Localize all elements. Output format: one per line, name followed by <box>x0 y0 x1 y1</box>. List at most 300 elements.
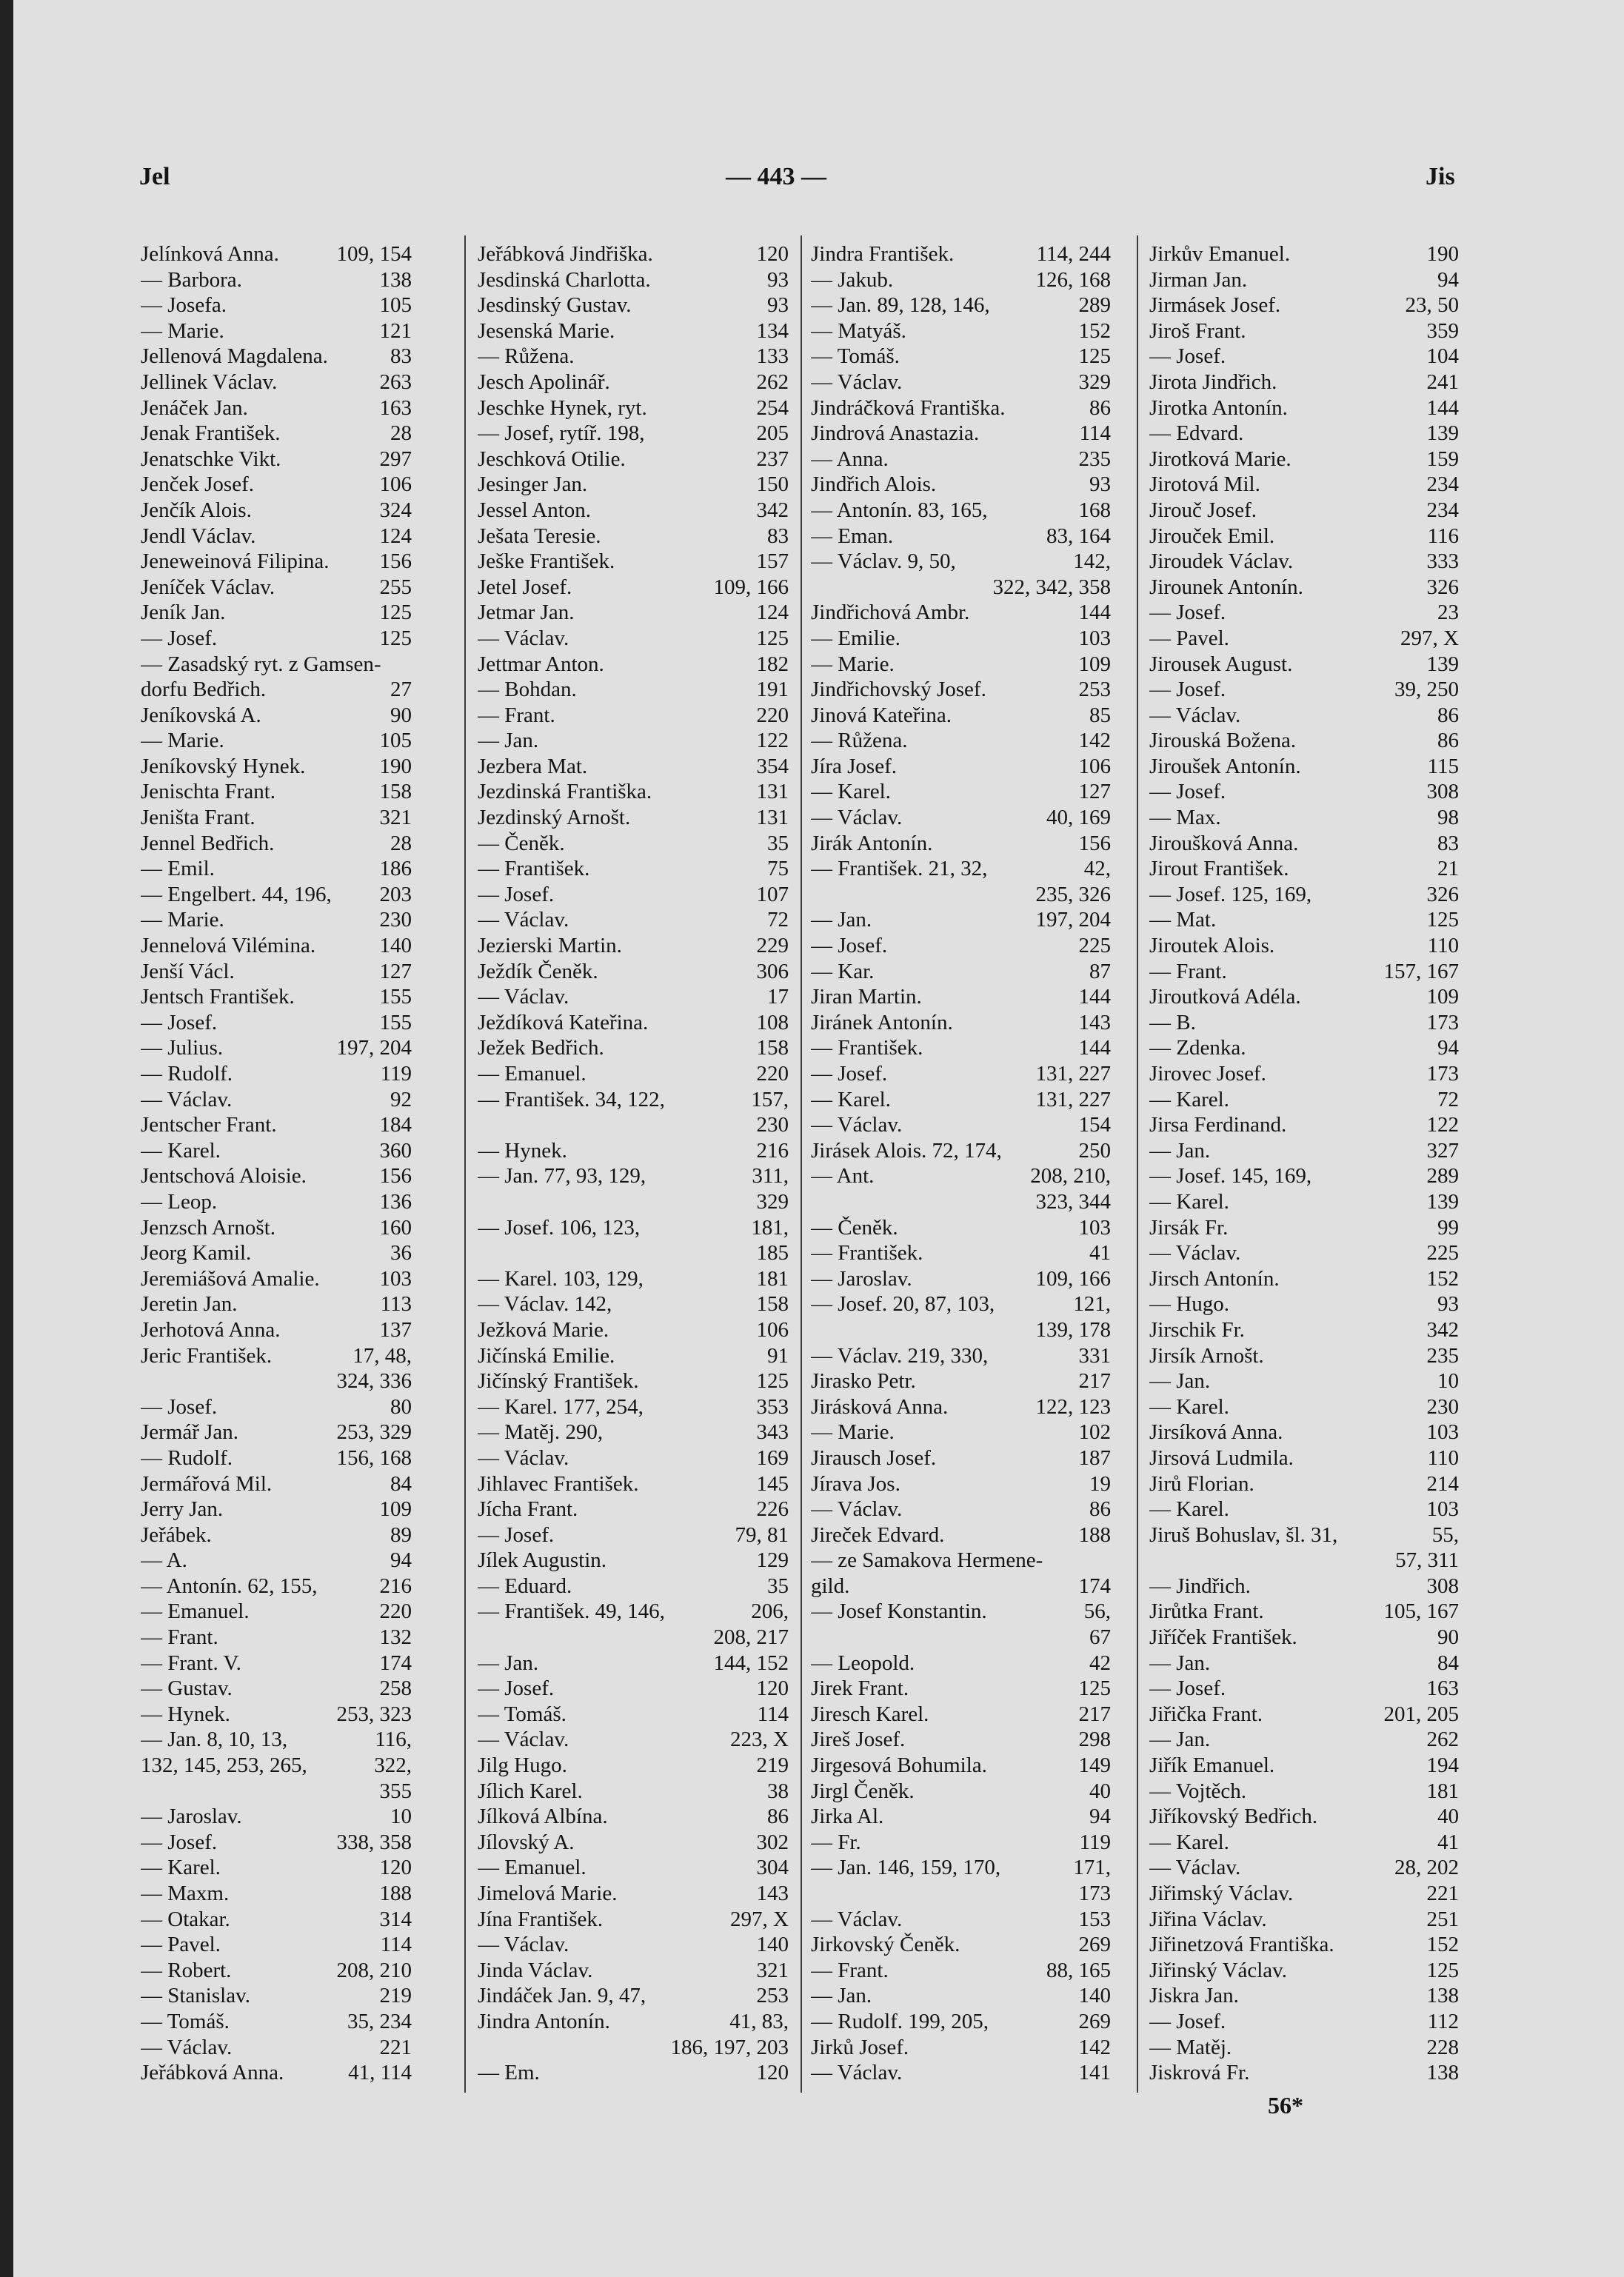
index-entry <box>811 754 1111 780</box>
index-entry <box>141 1138 412 1164</box>
entry-name: Ježek Bedřich. <box>478 1036 604 1060</box>
entry-pages: 149 <box>1078 1753 1111 1778</box>
entry-pages: 129 <box>756 1548 789 1573</box>
index-entry <box>141 1343 412 1369</box>
index-entry <box>811 395 1111 421</box>
entry-pages: 322, <box>374 1753 412 1778</box>
index-entry <box>478 1163 789 1189</box>
entry-pages: 138 <box>379 267 412 292</box>
entry-name: — Jan. 8, 10, 13, <box>141 1728 288 1752</box>
entry-pages: 142 <box>1078 2035 1111 2059</box>
entry-pages: 262 <box>756 370 789 394</box>
index-entry <box>141 1907 412 1933</box>
entry-name: Jíra Josef. <box>811 754 897 778</box>
entry-pages: 99 <box>1437 1215 1459 1240</box>
index-entry <box>811 1343 1111 1369</box>
entry-pages: 93 <box>767 267 789 292</box>
entry-pages: 220 <box>756 703 789 727</box>
index-entry <box>478 703 789 729</box>
entry-name: Jeništa Frant. <box>141 806 255 830</box>
entry-pages: 103 <box>379 1266 412 1291</box>
index-entry <box>478 907 789 933</box>
index-entry <box>141 1471 412 1497</box>
header-left-guide-word: Jel <box>139 163 170 190</box>
entry-pages: 40 <box>1089 1779 1111 1803</box>
entry-pages: 255 <box>379 575 412 599</box>
index-entry <box>141 1420 412 1445</box>
entry-pages: 360 <box>379 1138 412 1163</box>
entry-pages: 186 <box>379 857 412 881</box>
entry-name: — Engelbert. 44, 196, <box>141 882 332 906</box>
entry-pages: 17, 48, <box>352 1343 412 1368</box>
entry-pages: 103 <box>1426 1497 1459 1522</box>
entry-pages: 125 <box>379 626 412 650</box>
index-entry <box>1149 1702 1459 1728</box>
entry-pages: 124 <box>756 601 789 625</box>
index-entry <box>478 1958 789 1984</box>
entry-pages: 156, 168 <box>336 1445 412 1470</box>
index-entry <box>811 318 1111 344</box>
entry-name: — Václav. <box>1149 1856 1241 1880</box>
index-entry <box>478 1343 789 1369</box>
entry-pages: 94 <box>1437 267 1459 292</box>
index-entry <box>478 856 789 882</box>
entry-pages: 355 <box>379 1779 412 1803</box>
entry-pages: 223, X <box>730 1728 789 1752</box>
entry-name: gild. <box>811 1574 850 1598</box>
entry-pages: 120 <box>756 2061 789 2085</box>
index-entry <box>811 1497 1111 1522</box>
entry-name: Jimelová Marie. <box>478 1882 618 1905</box>
entry-name: — Karel. <box>1149 1830 1229 1854</box>
entry-name: — Jindřich. <box>1149 1574 1251 1598</box>
entry-pages: 86 <box>1089 395 1111 420</box>
entry-name: — Jan. <box>478 1651 539 1675</box>
index-entry <box>478 1394 789 1420</box>
scan-binding-edge <box>0 0 13 2277</box>
entry-pages: 230 <box>1426 1394 1459 1419</box>
index-entry <box>478 933 789 959</box>
index-entry <box>478 882 789 908</box>
entry-pages: 190 <box>379 754 412 778</box>
index-entry <box>1149 907 1459 933</box>
index-entry <box>1149 1189 1459 1215</box>
entry-name: Jenáček Jan. <box>141 395 248 420</box>
entry-pages: 250 <box>1078 1138 1111 1163</box>
index-entry <box>141 1932 412 1958</box>
entry-name: Jezdinský Arnošt. <box>478 806 631 830</box>
index-entry <box>141 395 412 421</box>
entry-pages: 21 <box>1437 857 1459 881</box>
entry-pages: 127 <box>379 959 412 983</box>
index-entry <box>1149 1420 1459 1445</box>
entry-pages: 83 <box>390 344 412 369</box>
index-entry <box>141 1881 412 1907</box>
index-entry <box>141 2035 412 2061</box>
entry-pages: 122 <box>1426 1113 1459 1137</box>
entry-pages: 41 <box>1437 1830 1459 1854</box>
entry-pages: 110 <box>1427 934 1459 958</box>
index-entry <box>478 318 789 344</box>
entry-name: — Barbora. <box>141 267 242 292</box>
entry-pages: 216 <box>379 1574 412 1598</box>
index-entry <box>1149 267 1459 293</box>
entry-name: Jirmásek Josef. <box>1149 293 1281 318</box>
index-entry <box>141 1958 412 1984</box>
entry-pages: 208, 210, <box>1030 1164 1111 1188</box>
index-entry <box>811 984 1111 1010</box>
entry-name: Jiřík Emanuel. <box>1149 1753 1275 1778</box>
entry-pages: 289 <box>1078 293 1111 318</box>
entry-pages: 80 <box>390 1394 412 1419</box>
entry-pages: 84 <box>390 1471 412 1496</box>
index-entry <box>141 241 412 267</box>
entry-pages: 120 <box>756 1676 789 1701</box>
entry-name: — Zasadský ryt. z Gamsen- <box>141 652 381 676</box>
entry-name: — Em. <box>478 2061 540 2085</box>
index-entry <box>811 524 1111 549</box>
entry-pages: 191 <box>756 678 789 702</box>
index-entry <box>478 1112 789 1138</box>
index-entry <box>478 1087 789 1113</box>
index-entry <box>141 703 412 729</box>
entry-pages: 86 <box>1089 1497 1111 1522</box>
entry-pages: 297, X <box>1400 626 1459 650</box>
entry-pages: 83 <box>767 524 789 548</box>
entry-name: Jirsová Ludmila. <box>1149 1445 1294 1470</box>
entry-pages: 38 <box>767 1779 789 1803</box>
entry-pages: 157, <box>751 1087 789 1111</box>
entry-pages: 306 <box>756 959 789 983</box>
index-entry <box>478 1855 789 1881</box>
index-entry <box>478 805 789 831</box>
index-entry <box>141 779 412 805</box>
entry-pages: 230 <box>379 908 412 932</box>
entry-pages: 94 <box>1089 1805 1111 1829</box>
entry-name: Jirka Al. <box>811 1805 884 1829</box>
entry-name: — Čeněk. <box>811 1215 898 1240</box>
entry-pages: 314 <box>379 1907 412 1931</box>
index-entry <box>1149 318 1459 344</box>
entry-pages: 156 <box>379 549 412 574</box>
index-entry <box>811 1779 1111 1805</box>
index-entry <box>811 1394 1111 1420</box>
entry-pages: 106 <box>379 472 412 497</box>
entry-pages: 114 <box>757 1702 789 1726</box>
entry-pages: 154 <box>1078 1113 1111 1137</box>
entry-pages: 155 <box>379 985 412 1009</box>
index-entry <box>1149 1907 1459 1933</box>
entry-pages: 187 <box>1078 1445 1111 1470</box>
entry-pages: 127 <box>1078 780 1111 804</box>
entry-pages: 94 <box>390 1548 412 1573</box>
entry-pages: 353 <box>756 1394 789 1419</box>
index-entry <box>141 805 412 831</box>
entry-pages: 90 <box>1437 1625 1459 1650</box>
entry-pages: 93 <box>1437 1292 1459 1317</box>
entry-pages: 42 <box>1089 1651 1111 1675</box>
index-entry <box>478 292 789 318</box>
entry-pages: 169 <box>756 1445 789 1470</box>
index-entry <box>1149 703 1459 729</box>
entry-pages: 103 <box>1426 1420 1459 1445</box>
entry-name: — Jakub. <box>811 267 894 292</box>
index-entry <box>478 1804 789 1830</box>
entry-pages: 235 <box>1426 1343 1459 1368</box>
index-entry <box>1149 1804 1459 1830</box>
index-entry <box>811 1522 1111 1548</box>
entry-name: — Hugo. <box>1149 1292 1229 1317</box>
entry-pages: 219 <box>379 1984 412 2008</box>
index-entry <box>1149 1317 1459 1343</box>
index-entry <box>1149 1061 1459 1087</box>
entry-pages: 258 <box>379 1676 412 1701</box>
entry-pages: 156 <box>379 1164 412 1188</box>
entry-name: Jirků Josef. <box>811 2035 909 2059</box>
entry-pages: 160 <box>379 1215 412 1240</box>
entry-name: — A. <box>141 1548 187 1573</box>
index-entry <box>478 626 789 652</box>
entry-name: Jirák Antonín. <box>811 831 933 855</box>
entry-name: — Josef, rytíř. 198, <box>478 421 645 446</box>
index-entry <box>141 1266 412 1292</box>
index-entry <box>1149 805 1459 831</box>
index-entry <box>811 1702 1111 1728</box>
entry-name: — Václav. <box>811 806 903 830</box>
entry-pages: 93 <box>767 293 789 318</box>
entry-name: — František. <box>811 1036 923 1060</box>
entry-name: Jeníkovská A. <box>141 703 261 727</box>
index-entry <box>811 472 1111 498</box>
entry-name: Jirschik Fr. <box>1149 1317 1245 1342</box>
entry-pages: 217 <box>1078 1369 1111 1394</box>
index-entry <box>1149 2035 1459 2061</box>
entry-name: — Josefa. <box>141 293 227 318</box>
entry-name: — Frant. <box>1149 959 1227 983</box>
entry-name: — Karel. 103, 129, <box>478 1266 644 1291</box>
entry-pages: 158 <box>379 780 412 804</box>
entry-name: Jiresch Karel. <box>811 1702 929 1726</box>
index-entry <box>141 1317 412 1343</box>
entry-pages: 105, 167 <box>1383 1599 1459 1624</box>
index-entry <box>1149 1932 1459 1958</box>
entry-pages: 326 <box>1426 882 1459 906</box>
index-entry <box>811 1932 1111 1958</box>
index-entry <box>141 1291 412 1317</box>
index-entry <box>811 1317 1111 1343</box>
index-entry <box>1149 1035 1459 1061</box>
index-entry <box>1149 856 1459 882</box>
entry-pages: 41, 83, <box>729 2009 789 2033</box>
entry-pages: 106 <box>756 1317 789 1342</box>
index-entry <box>141 1676 412 1702</box>
entry-pages: 119 <box>380 1062 412 1086</box>
entry-name: Jindřichovský Josef. <box>811 678 986 702</box>
entry-pages: 140 <box>1078 1984 1111 2008</box>
entry-name: — Václav. <box>811 2061 903 2085</box>
entry-name: Jessel Anton. <box>478 498 592 522</box>
entry-name: — Josef. <box>1149 1676 1226 1701</box>
index-entry <box>1149 1522 1459 1548</box>
index-entry <box>1149 779 1459 805</box>
index-entry <box>1149 1445 1459 1471</box>
entry-pages: 109, 166 <box>1035 1266 1111 1291</box>
index-entry <box>1149 344 1459 370</box>
entry-pages: 181 <box>1426 1779 1459 1803</box>
entry-name: — Rudolf. <box>141 1445 233 1470</box>
index-entry <box>1149 1343 1459 1369</box>
entry-pages: 235, 326 <box>1035 882 1111 906</box>
entry-name: Jiroutek Alois. <box>1149 934 1275 958</box>
entry-pages: 121 <box>379 318 412 343</box>
entry-name: — Matěj. 290, <box>478 1420 604 1445</box>
index-entry <box>478 1240 789 1266</box>
entry-pages: 157, 167 <box>1383 959 1459 983</box>
entry-name: — Kar. <box>811 959 875 983</box>
entry-name: — Hynek. <box>141 1702 230 1726</box>
index-entry <box>811 1138 1111 1164</box>
entry-pages: 108 <box>756 1010 789 1034</box>
index-entry <box>478 1035 789 1061</box>
entry-pages: 144, 152 <box>713 1651 789 1675</box>
entry-name: Jeníkovský Hynek. <box>141 754 306 778</box>
index-entry <box>478 2009 789 2035</box>
index-entry <box>478 1189 789 1215</box>
entry-name: — Frant. V. <box>141 1651 241 1675</box>
entry-name: — Tomáš. <box>141 2009 230 2033</box>
entry-name: — Václav. <box>478 1445 569 1470</box>
entry-name: Jeřábek. <box>141 1522 212 1547</box>
entry-name: Jerhotová Anna. <box>141 1317 281 1342</box>
entry-pages: 144 <box>1078 601 1111 625</box>
entry-name: — Václav. <box>141 1087 233 1111</box>
index-entry <box>811 1855 1111 1881</box>
index-entry <box>1149 1599 1459 1625</box>
entry-name: Jelínková Anna. <box>141 242 279 266</box>
index-entry <box>141 447 412 472</box>
entry-pages: 156 <box>1078 831 1111 855</box>
entry-name: — Josef. <box>1149 344 1226 369</box>
entry-name: — Hynek. <box>478 1138 567 1163</box>
entry-pages: 139 <box>1426 652 1459 676</box>
index-entry <box>1149 600 1459 626</box>
index-entry <box>1149 677 1459 703</box>
entry-name: Ježdíková Kateřina. <box>478 1010 649 1034</box>
index-column-4 <box>1149 241 1459 2086</box>
entry-name: — Eman. <box>811 524 894 548</box>
entry-name: — Václav. <box>811 1497 903 1522</box>
index-entry <box>141 652 412 678</box>
index-column-2 <box>478 241 789 2086</box>
entry-name: Jenček Josef. <box>141 472 255 497</box>
entry-pages: 158 <box>756 1036 789 1060</box>
index-entry <box>1149 2060 1459 2086</box>
entry-pages: 109 <box>379 1497 412 1522</box>
entry-pages: 17 <box>767 985 789 1009</box>
index-entry <box>811 728 1111 754</box>
entry-pages: 143 <box>1078 1010 1111 1034</box>
entry-name: Jirkův Emanuel. <box>1149 242 1291 266</box>
index-entry <box>811 447 1111 472</box>
index-entry <box>478 600 789 626</box>
index-entry <box>811 575 1111 601</box>
index-entry <box>811 1830 1111 1856</box>
entry-pages: 152 <box>1078 318 1111 343</box>
page-number: — 443 — <box>726 163 826 190</box>
entry-name: Jirasko Petr. <box>811 1369 916 1394</box>
index-entry <box>811 779 1111 805</box>
index-entry <box>1149 524 1459 549</box>
index-entry <box>478 1215 789 1241</box>
entry-pages: 120 <box>379 1856 412 1880</box>
index-entry <box>1149 1215 1459 1241</box>
entry-pages: 112 <box>1427 2009 1459 2033</box>
index-entry <box>811 1625 1111 1651</box>
entry-name: Jellinek Václav. <box>141 370 278 394</box>
index-entry <box>1149 626 1459 652</box>
entry-name: — Václav. 142, <box>478 1292 612 1317</box>
entry-pages: 201, 205 <box>1383 1702 1459 1726</box>
entry-pages: 253 <box>756 1984 789 2008</box>
entry-name: Jindra František. <box>811 242 955 266</box>
entry-name: Jezierski Martin. <box>478 934 622 958</box>
index-entry <box>141 2009 412 2035</box>
index-entry <box>141 318 412 344</box>
entry-name: Jílek Augustin. <box>478 1548 607 1573</box>
entry-pages: 138 <box>1426 1984 1459 2008</box>
entry-name: — Karel. <box>1149 1497 1229 1522</box>
entry-pages: 113 <box>380 1292 412 1317</box>
entry-pages: 297, X <box>730 1907 789 1931</box>
index-entry <box>141 1702 412 1728</box>
entry-name: — Marie. <box>811 1420 895 1445</box>
index-entry <box>478 1676 789 1702</box>
entry-pages: 173 <box>1426 1062 1459 1086</box>
index-entry <box>811 882 1111 908</box>
entry-name: Jiříček František. <box>1149 1625 1297 1650</box>
entry-pages: 125 <box>756 626 789 650</box>
index-entry <box>478 1625 789 1651</box>
entry-pages: 322, 342, 358 <box>992 575 1111 599</box>
index-entry <box>141 1497 412 1522</box>
index-entry <box>811 292 1111 318</box>
entry-pages: 19 <box>1089 1471 1111 1496</box>
entry-pages: 10 <box>390 1805 412 1829</box>
index-entry <box>141 1548 412 1574</box>
entry-pages: 36 <box>390 1241 412 1265</box>
entry-pages: 326 <box>1426 575 1459 599</box>
entry-name: Jirek Frant. <box>811 1676 909 1701</box>
entry-name: Jiroudek Václav. <box>1149 549 1294 574</box>
entry-name: Ježková Marie. <box>478 1317 609 1342</box>
entry-pages: 185 <box>756 1241 789 1265</box>
index-entry <box>811 1291 1111 1317</box>
entry-name: Jiříkovský Bedřich. <box>1149 1805 1318 1829</box>
entry-pages: 254 <box>756 395 789 420</box>
entry-name: Jinda Václav. <box>478 1958 593 1982</box>
entry-pages: 57, 311 <box>1395 1548 1459 1573</box>
entry-pages: 216 <box>756 1138 789 1163</box>
index-entry <box>141 984 412 1010</box>
entry-name: Jirsíková Anna. <box>1149 1420 1283 1445</box>
entry-name: — Vojtěch. <box>1149 1779 1247 1803</box>
entry-pages: 197, 204 <box>336 1036 412 1060</box>
entry-name: Jičínská Emilie. <box>478 1343 615 1368</box>
index-entry <box>811 1471 1111 1497</box>
entry-pages: 144 <box>1078 985 1111 1009</box>
index-entry <box>478 1497 789 1522</box>
entry-pages: 342 <box>756 498 789 522</box>
